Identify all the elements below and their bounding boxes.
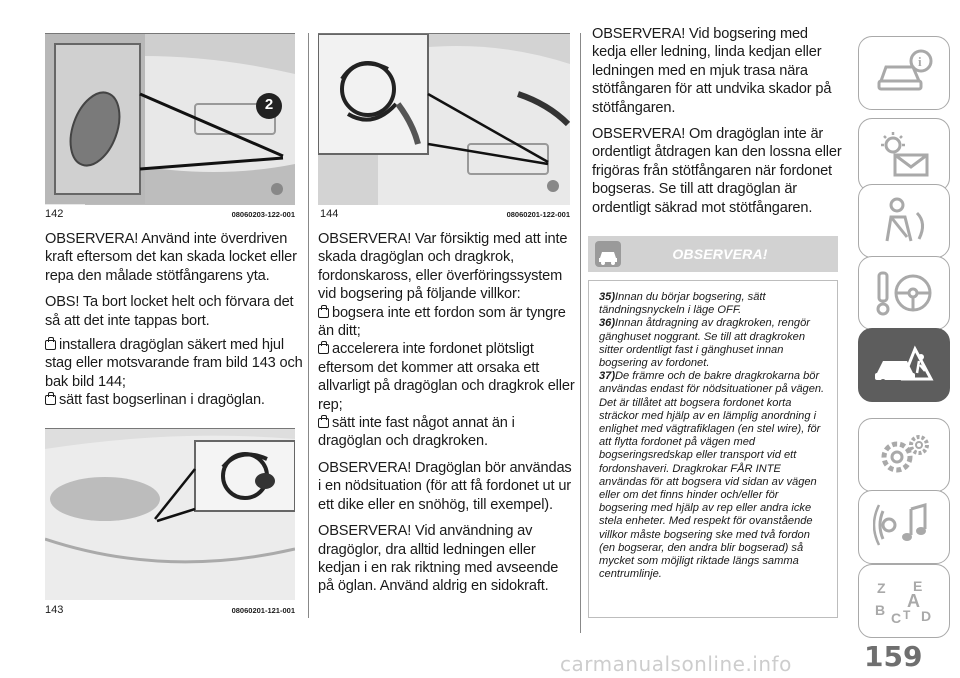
index-letters-icon [873,575,935,627]
column-divider [308,33,309,618]
bullet-text: sätt fast bogserlinan i dragöglan. [59,392,265,409]
bullet-text: installera dragöglan säkert med hjul stag eller motsvarande fram bild 143 och bak bild 144; [45,337,303,390]
index-letter: T [903,608,911,622]
index-letter: E [913,578,923,594]
rear-tow-hook-illustration [318,34,570,205]
callout-number: 2 [264,96,274,113]
tab-warning-lights[interactable] [858,118,950,192]
seatbelt-airbag-icon [873,195,935,247]
text-column-3 [592,25,842,225]
bullet-item [45,336,307,391]
key-steering-wheel-icon [873,267,935,319]
chapter-tabs [858,0,960,678]
multimedia-icon [873,501,935,553]
bullet-icon [318,344,329,354]
tab-starting-driving[interactable] [858,256,950,330]
warning-note: 35)Innan du börjar bogsering, sätt tändningsnyckeln i läge OFF. [599,291,766,317]
figure-143-caption [45,604,295,616]
figure-142-caption [45,208,295,220]
paragraph: OBSERVERA! Dragöglan bör användas i en nödsituation (för att få fordonet ut ur ett dike eller en snöhög, till exempel). [318,459,572,513]
car-warning-icon [594,240,622,268]
figure-number: 144 [320,208,339,220]
warning-note: 37)De främre och de bakre dragkrokarna bör användas endast för nödsituationer på vägen. Det är tillåtet att bogsera fordonet korta sträckor med hjälp av en lämplig anordning i enlighet med vägtrafiklagen (en stel wire), för att flytta fordonet på vägen med bogseringsredskap eller transport vid ett fordonshaveri. Dragkrokar FÅR INTE användas för att bogsera vid sidan av vägen eller om det finns hinder och/eller för bogsering med hjälp av rep eller andra icke stela enheter. Med respekt för ovanstående villkor måste bogsering ske med två fordon (en bogserar, den andra blir bogserad) så mycket som möjligt riktade längs samma centrumlinje. [599,370,825,581]
bullet-text: sätt inte fast något annat än i dragöglan och dragkroken. [318,415,515,450]
bullet-icon [45,395,56,405]
tab-index[interactable] [858,564,950,638]
warning-notes [588,280,838,618]
text-column-2 [318,230,576,604]
text-column-1 [45,230,307,410]
tab-multimedia[interactable] [858,490,950,564]
bullet-icon [318,418,329,428]
paragraph: OBSERVERA! Vid bogsering med kedja eller ledning, linda kedjan eller ledningen med en mjuk trasa nära stötfångaren för att undvika skador på stötfångaren. [592,26,832,116]
bullet-text: accelerera inte fordonet plötsligt eftersom det kommer att orsaka ett allvarligt på dragöglan och dragkrok eller rep; [318,341,575,413]
figure-144 [318,33,570,205]
index-letter: B [875,602,886,618]
column-divider [580,33,581,633]
tab-in-emergency[interactable] [858,328,950,402]
index-letter: Z [877,580,886,596]
paragraph: OBS! Ta bort locket helt och förvara det så att det inte tappas bort. [45,294,294,329]
bullet-item [45,391,307,409]
bullet-item [318,340,576,414]
rear-bumper-cap-illustration [45,34,295,205]
figure-number: 142 [45,208,64,220]
warning-note: 36)Innan åtdragning av dragkroken, rengör gänghuset noggrant. Se till att dragkroken sitter ordentligt fast i gänghuset innan bogsering av fordonet. [599,317,810,370]
page-number: 159 [864,640,923,673]
watermark: carmanualsonline.info [560,652,792,676]
paragraph: OBSERVERA! Använd inte överdriven kraft eftersom det kan skada locket eller repa den målade stötfångarens yta. [45,231,297,284]
index-letter: C [891,610,902,626]
paragraph: OBSERVERA! Vid användning av dragöglor, dra alltid ledningen eller kedjan i en rak riktning med avseende på öglan. Använd aldrig en sidokraft. [318,523,559,595]
bullet-icon [45,340,56,350]
service-gears-icon [873,429,935,481]
figure-143 [45,428,295,600]
index-letter: A [907,591,920,611]
index-letter: D [921,608,932,624]
figure-code: 08060203-122-001 [231,210,295,219]
front-tow-hook-illustration [45,429,295,600]
svg-text:i: i [918,54,922,69]
figure-142 [45,33,295,205]
figure-code: 08060201-122-001 [506,210,570,219]
paragraph: OBSERVERA! Var försiktig med att inte skada dragöglan och dragkrok, fordonskaross, eller överföringssystem vid bogsering på följande villkor: [318,231,568,303]
paragraph: OBSERVERA! Om dragöglan inte är ordentligt åtdragen kan den lossna eller frigöras från stötfångaren när fordonet bogseras. Se till att dragöglan är ordentligt säkrad mot stötfångaren. [592,126,842,216]
warning-title: OBSERVERA! [672,246,768,262]
warning-lights-icon [873,129,935,181]
warning-header [588,236,838,272]
figure-code: 08060201-121-001 [231,606,295,615]
car-info-icon [873,47,935,99]
figure-144-caption [320,208,570,220]
tab-maintenance[interactable] [858,418,950,492]
tab-vehicle-info[interactable] [858,36,950,110]
bullet-text: bogsera inte ett fordon som är tyngre än ditt; [318,304,566,340]
bullet-icon [318,308,329,318]
bullet-item [318,414,576,451]
bullet-item [318,304,576,341]
tab-safety[interactable] [858,184,950,258]
breakdown-car-icon [873,339,935,391]
figure-number: 143 [45,604,64,616]
